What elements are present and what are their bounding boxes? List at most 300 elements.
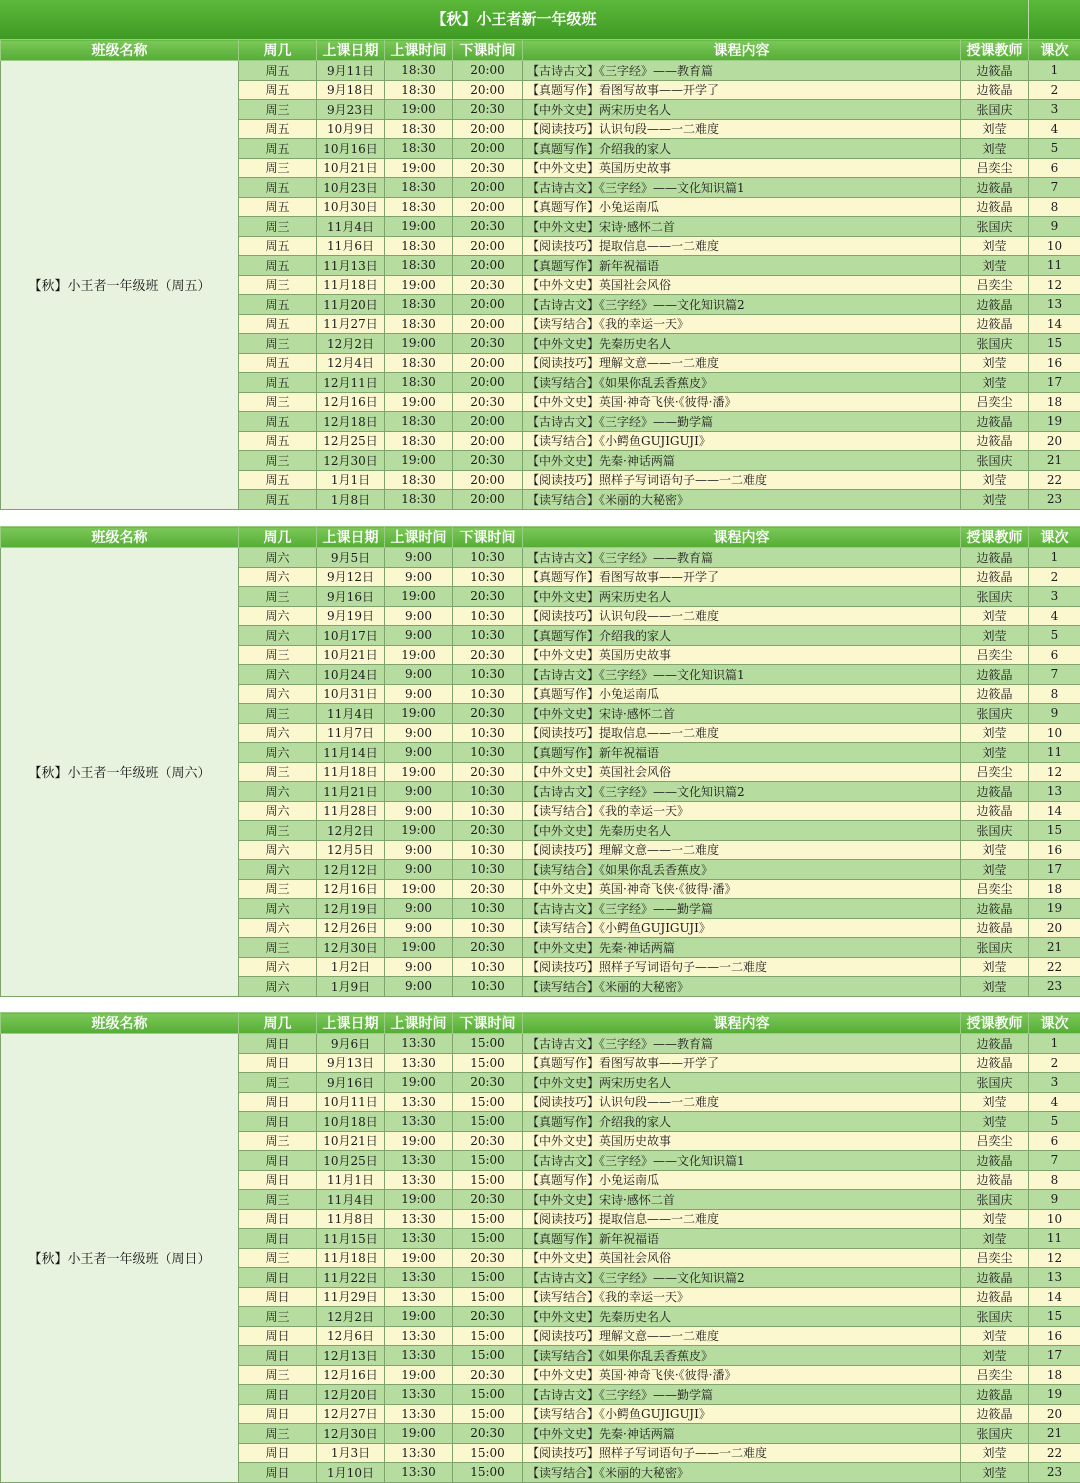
content-cell: 【古诗古文】《三字经》——文化知识篇1: [523, 1151, 961, 1171]
day-cell: 周三: [239, 645, 317, 665]
column-header-content: 课程内容: [523, 527, 961, 548]
day-cell: 周五: [239, 373, 317, 393]
start-time-cell: 18:30: [385, 256, 453, 276]
date-cell: 10月31日: [317, 684, 385, 704]
date-cell: 11月28日: [317, 801, 385, 821]
date-cell: 1月10日: [317, 1463, 385, 1483]
teacher-cell: 边筱晶: [961, 567, 1029, 587]
start-time-cell: 18:30: [385, 236, 453, 256]
teacher-cell: 边筱晶: [961, 1151, 1029, 1171]
start-time-cell: 19:00: [385, 392, 453, 412]
teacher-cell: 边筱晶: [961, 548, 1029, 568]
start-time-cell: 19:00: [385, 1424, 453, 1444]
lesson-number-cell: 5: [1029, 139, 1080, 159]
page-title: 【秋】小王者新一年级班: [0, 0, 1028, 39]
column-header-num: 课次: [1029, 527, 1080, 548]
end-time-cell: 15:00: [453, 1463, 523, 1483]
end-time-cell: 20:00: [453, 412, 523, 432]
date-cell: 12月30日: [317, 451, 385, 471]
date-cell: 10月16日: [317, 139, 385, 159]
start-time-cell: 9:00: [385, 840, 453, 860]
date-cell: 12月27日: [317, 1404, 385, 1424]
lesson-number-cell: 14: [1029, 1287, 1080, 1307]
end-time-cell: 20:00: [453, 256, 523, 276]
lesson-number-cell: 4: [1029, 1092, 1080, 1112]
column-header-date: 上课日期: [317, 40, 385, 61]
teacher-cell: 边筱晶: [961, 684, 1029, 704]
day-cell: 周日: [239, 1112, 317, 1132]
lesson-number-cell: 15: [1029, 1307, 1080, 1327]
date-cell: 11月29日: [317, 1287, 385, 1307]
teacher-cell: 刘莹: [961, 977, 1029, 997]
teacher-cell: 张国庆: [961, 821, 1029, 841]
start-time-cell: 13:30: [385, 1170, 453, 1190]
day-cell: 周六: [239, 840, 317, 860]
date-cell: 9月6日: [317, 1034, 385, 1054]
start-time-cell: 19:00: [385, 762, 453, 782]
date-cell: 10月11日: [317, 1092, 385, 1112]
day-cell: 周六: [239, 723, 317, 743]
content-cell: 【真题写作】新年祝福语: [523, 256, 961, 276]
day-cell: 周三: [239, 334, 317, 354]
content-cell: 【古诗古文】《三字经》——勤学篇: [523, 412, 961, 432]
day-cell: 周三: [239, 1248, 317, 1268]
day-cell: 周日: [239, 1151, 317, 1171]
day-cell: 周六: [239, 684, 317, 704]
day-cell: 周六: [239, 977, 317, 997]
teacher-cell: 边筱晶: [961, 1268, 1029, 1288]
end-time-cell: 20:30: [453, 821, 523, 841]
date-cell: 11月18日: [317, 1248, 385, 1268]
title-corner-cell: [1028, 0, 1080, 39]
lesson-number-cell: 3: [1029, 100, 1080, 120]
content-cell: 【古诗古文】《三字经》——文化知识篇1: [523, 665, 961, 685]
day-cell: 周六: [239, 899, 317, 919]
day-cell: 周三: [239, 392, 317, 412]
content-cell: 【中外文史】两宋历史名人: [523, 587, 961, 607]
start-time-cell: 19:00: [385, 1190, 453, 1210]
date-cell: 10月18日: [317, 1112, 385, 1132]
schedule-table: [0, 1012, 1080, 1483]
lesson-number-cell: 12: [1029, 762, 1080, 782]
end-time-cell: 20:30: [453, 645, 523, 665]
end-time-cell: 20:30: [453, 1131, 523, 1151]
lesson-number-cell: 4: [1029, 606, 1080, 626]
content-cell: 【阅读技巧】认识句段——一二难度: [523, 606, 961, 626]
day-cell: 周三: [239, 762, 317, 782]
end-time-cell: 20:30: [453, 1073, 523, 1093]
day-cell: 周六: [239, 743, 317, 763]
end-time-cell: 10:30: [453, 977, 523, 997]
date-cell: 1月1日: [317, 470, 385, 490]
content-cell: 【读写结合】《米丽的大秘密》: [523, 1463, 961, 1483]
day-cell: 周五: [239, 80, 317, 100]
date-cell: 12月6日: [317, 1326, 385, 1346]
class-name-cell: 【秋】小王者一年级班（周日）: [1, 1034, 239, 1483]
date-cell: 12月20日: [317, 1385, 385, 1405]
teacher-cell: 边筱晶: [961, 80, 1029, 100]
day-cell: 周六: [239, 782, 317, 802]
end-time-cell: 10:30: [453, 801, 523, 821]
content-cell: 【读写结合】《米丽的大秘密》: [523, 490, 961, 510]
date-cell: 11月22日: [317, 1268, 385, 1288]
content-cell: 【阅读技巧】理解文意——一二难度: [523, 353, 961, 373]
date-cell: 12月13日: [317, 1346, 385, 1366]
content-cell: 【读写结合】《我的幸运一天》: [523, 1287, 961, 1307]
date-cell: 12月5日: [317, 840, 385, 860]
date-cell: 12月2日: [317, 821, 385, 841]
day-cell: 周日: [239, 1092, 317, 1112]
content-cell: 【中外文史】英国历史故事: [523, 158, 961, 178]
end-time-cell: 20:30: [453, 762, 523, 782]
teacher-cell: 刘莹: [961, 490, 1029, 510]
start-time-cell: 9:00: [385, 899, 453, 919]
date-cell: 12月19日: [317, 899, 385, 919]
column-header-class: 班级名称: [1, 527, 239, 548]
date-cell: 12月11日: [317, 373, 385, 393]
lesson-number-cell: 23: [1029, 977, 1080, 997]
start-time-cell: 13:30: [385, 1209, 453, 1229]
day-cell: 周五: [239, 61, 317, 81]
day-cell: 周六: [239, 548, 317, 568]
teacher-cell: 吕奕尘: [961, 392, 1029, 412]
column-header-class: 班级名称: [1, 1013, 239, 1034]
teacher-cell: 张国庆: [961, 704, 1029, 724]
lesson-number-cell: 16: [1029, 353, 1080, 373]
day-cell: 周日: [239, 1404, 317, 1424]
day-cell: 周日: [239, 1268, 317, 1288]
lesson-number-cell: 5: [1029, 626, 1080, 646]
start-time-cell: 9:00: [385, 801, 453, 821]
day-cell: 周三: [239, 217, 317, 237]
start-time-cell: 9:00: [385, 977, 453, 997]
content-cell: 【中外文史】英国·神奇飞侠·《彼得·潘》: [523, 879, 961, 899]
start-time-cell: 13:30: [385, 1112, 453, 1132]
end-time-cell: 10:30: [453, 626, 523, 646]
day-cell: 周三: [239, 704, 317, 724]
lesson-number-cell: 8: [1029, 197, 1080, 217]
lesson-number-cell: 2: [1029, 80, 1080, 100]
table-row: [1, 61, 1080, 81]
day-cell: 周三: [239, 275, 317, 295]
day-cell: 周五: [239, 256, 317, 276]
lesson-number-cell: 12: [1029, 1248, 1080, 1268]
date-cell: 12月16日: [317, 1365, 385, 1385]
class-name-cell: 【秋】小王者一年级班（周六）: [1, 548, 239, 997]
end-time-cell: 20:30: [453, 1307, 523, 1327]
column-header-day: 周几: [239, 1013, 317, 1034]
teacher-cell: 刘莹: [961, 606, 1029, 626]
date-cell: 10月21日: [317, 645, 385, 665]
lesson-number-cell: 16: [1029, 1326, 1080, 1346]
day-cell: 周三: [239, 1365, 317, 1385]
content-cell: 【阅读技巧】照样子写词语句子——一二难度: [523, 470, 961, 490]
teacher-cell: 刘莹: [961, 957, 1029, 977]
end-time-cell: 10:30: [453, 840, 523, 860]
lesson-number-cell: 1: [1029, 1034, 1080, 1054]
date-cell: 11月15日: [317, 1229, 385, 1249]
date-cell: 11月6日: [317, 236, 385, 256]
lesson-number-cell: 18: [1029, 1365, 1080, 1385]
lesson-number-cell: 1: [1029, 61, 1080, 81]
start-time-cell: 18:30: [385, 119, 453, 139]
teacher-cell: 边筱晶: [961, 295, 1029, 315]
content-cell: 【真题写作】看图写故事——开学了: [523, 567, 961, 587]
content-cell: 【读写结合】《米丽的大秘密》: [523, 977, 961, 997]
end-time-cell: 10:30: [453, 918, 523, 938]
end-time-cell: 10:30: [453, 548, 523, 568]
end-time-cell: 20:00: [453, 236, 523, 256]
teacher-cell: 刘莹: [961, 1229, 1029, 1249]
day-cell: 周六: [239, 567, 317, 587]
lesson-number-cell: 7: [1029, 1151, 1080, 1171]
day-cell: 周三: [239, 821, 317, 841]
teacher-cell: 边筱晶: [961, 1287, 1029, 1307]
start-time-cell: 13:30: [385, 1463, 453, 1483]
end-time-cell: 20:00: [453, 119, 523, 139]
end-time-cell: 20:00: [453, 373, 523, 393]
end-time-cell: 20:30: [453, 1424, 523, 1444]
content-cell: 【真题写作】小兔运南瓜: [523, 197, 961, 217]
teacher-cell: 刘莹: [961, 860, 1029, 880]
teacher-cell: 边筱晶: [961, 1404, 1029, 1424]
date-cell: 11月18日: [317, 762, 385, 782]
lesson-number-cell: 3: [1029, 587, 1080, 607]
day-cell: 周日: [239, 1385, 317, 1405]
teacher-cell: 吕奕尘: [961, 762, 1029, 782]
day-cell: 周五: [239, 197, 317, 217]
start-time-cell: 19:00: [385, 334, 453, 354]
day-cell: 周日: [239, 1326, 317, 1346]
end-time-cell: 15:00: [453, 1268, 523, 1288]
lesson-number-cell: 2: [1029, 567, 1080, 587]
lesson-number-cell: 13: [1029, 295, 1080, 315]
start-time-cell: 19:00: [385, 100, 453, 120]
lesson-number-cell: 13: [1029, 1268, 1080, 1288]
teacher-cell: 刘莹: [961, 373, 1029, 393]
day-cell: 周六: [239, 665, 317, 685]
teacher-cell: 刘莹: [961, 1092, 1029, 1112]
lesson-number-cell: 19: [1029, 1385, 1080, 1405]
teacher-cell: 张国庆: [961, 938, 1029, 958]
day-cell: 周三: [239, 938, 317, 958]
start-time-cell: 19:00: [385, 275, 453, 295]
date-cell: 10月17日: [317, 626, 385, 646]
start-time-cell: 18:30: [385, 295, 453, 315]
date-cell: 11月13日: [317, 256, 385, 276]
teacher-cell: 边筱晶: [961, 314, 1029, 334]
teacher-cell: 吕奕尘: [961, 158, 1029, 178]
teacher-cell: 张国庆: [961, 217, 1029, 237]
start-time-cell: 19:00: [385, 587, 453, 607]
content-cell: 【阅读技巧】照样子写词语句子——一二难度: [523, 957, 961, 977]
date-cell: 12月30日: [317, 1424, 385, 1444]
content-cell: 【读写结合】《我的幸运一天》: [523, 314, 961, 334]
date-cell: 1月8日: [317, 490, 385, 510]
start-time-cell: 13:30: [385, 1034, 453, 1054]
teacher-cell: 边筱晶: [961, 412, 1029, 432]
content-cell: 【中外文史】英国社会风俗: [523, 1248, 961, 1268]
start-time-cell: 18:30: [385, 80, 453, 100]
date-cell: 12月4日: [317, 353, 385, 373]
content-cell: 【中外文史】宋诗·感怀二首: [523, 1190, 961, 1210]
content-cell: 【读写结合】《如果你乱丢香蕉皮》: [523, 373, 961, 393]
date-cell: 12月18日: [317, 412, 385, 432]
end-time-cell: 20:00: [453, 80, 523, 100]
teacher-cell: 边筱晶: [961, 1385, 1029, 1405]
teacher-cell: 吕奕尘: [961, 1131, 1029, 1151]
column-header-end: 下课时间: [453, 40, 523, 61]
date-cell: 11月18日: [317, 275, 385, 295]
end-time-cell: 10:30: [453, 782, 523, 802]
start-time-cell: 9:00: [385, 918, 453, 938]
date-cell: 9月23日: [317, 100, 385, 120]
start-time-cell: 18:30: [385, 314, 453, 334]
day-cell: 周日: [239, 1463, 317, 1483]
content-cell: 【读写结合】《如果你乱丢香蕉皮》: [523, 1346, 961, 1366]
start-time-cell: 18:30: [385, 470, 453, 490]
lesson-number-cell: 2: [1029, 1053, 1080, 1073]
lesson-number-cell: 9: [1029, 217, 1080, 237]
date-cell: 11月1日: [317, 1170, 385, 1190]
start-time-cell: 9:00: [385, 957, 453, 977]
lesson-number-cell: 20: [1029, 1404, 1080, 1424]
content-cell: 【阅读技巧】提取信息——一二难度: [523, 236, 961, 256]
content-cell: 【中外文史】先秦历史名人: [523, 821, 961, 841]
start-time-cell: 19:00: [385, 1307, 453, 1327]
date-cell: 10月21日: [317, 158, 385, 178]
content-cell: 【中外文史】英国社会风俗: [523, 275, 961, 295]
end-time-cell: 20:00: [453, 470, 523, 490]
start-time-cell: 9:00: [385, 665, 453, 685]
lesson-number-cell: 9: [1029, 704, 1080, 724]
day-cell: 周日: [239, 1229, 317, 1249]
date-cell: 11月4日: [317, 704, 385, 724]
teacher-cell: 刘莹: [961, 353, 1029, 373]
day-cell: 周三: [239, 451, 317, 471]
start-time-cell: 19:00: [385, 158, 453, 178]
start-time-cell: 19:00: [385, 938, 453, 958]
teacher-cell: 张国庆: [961, 1073, 1029, 1093]
lesson-number-cell: 6: [1029, 158, 1080, 178]
lesson-number-cell: 14: [1029, 314, 1080, 334]
end-time-cell: 15:00: [453, 1170, 523, 1190]
date-cell: 9月16日: [317, 1073, 385, 1093]
date-cell: 9月16日: [317, 587, 385, 607]
teacher-cell: 张国庆: [961, 334, 1029, 354]
start-time-cell: 13:30: [385, 1346, 453, 1366]
start-time-cell: 19:00: [385, 217, 453, 237]
day-cell: 周日: [239, 1346, 317, 1366]
lesson-number-cell: 22: [1029, 1443, 1080, 1463]
column-header-teacher: 授课教师: [961, 40, 1029, 61]
day-cell: 周五: [239, 470, 317, 490]
end-time-cell: 10:30: [453, 860, 523, 880]
start-time-cell: 9:00: [385, 782, 453, 802]
end-time-cell: 10:30: [453, 567, 523, 587]
teacher-cell: 刘莹: [961, 470, 1029, 490]
start-time-cell: 13:30: [385, 1151, 453, 1171]
column-header-start: 上课时间: [385, 40, 453, 61]
end-time-cell: 20:30: [453, 704, 523, 724]
end-time-cell: 10:30: [453, 899, 523, 919]
date-cell: 11月14日: [317, 743, 385, 763]
lesson-number-cell: 11: [1029, 1229, 1080, 1249]
content-cell: 【读写结合】《小鳄鱼GUJIGUJI》: [523, 431, 961, 451]
teacher-cell: 边筱晶: [961, 197, 1029, 217]
end-time-cell: 15:00: [453, 1287, 523, 1307]
teacher-cell: 边筱晶: [961, 801, 1029, 821]
end-time-cell: 20:30: [453, 1190, 523, 1210]
lesson-number-cell: 10: [1029, 1209, 1080, 1229]
teacher-cell: 刘莹: [961, 743, 1029, 763]
content-cell: 【古诗古文】《三字经》——文化知识篇1: [523, 178, 961, 198]
lesson-number-cell: 4: [1029, 119, 1080, 139]
end-time-cell: 10:30: [453, 606, 523, 626]
table-row: [1, 548, 1080, 568]
day-cell: 周日: [239, 1287, 317, 1307]
teacher-cell: 刘莹: [961, 1209, 1029, 1229]
date-cell: 12月12日: [317, 860, 385, 880]
day-cell: 周日: [239, 1209, 317, 1229]
day-cell: 周三: [239, 100, 317, 120]
lesson-number-cell: 15: [1029, 821, 1080, 841]
date-cell: 10月21日: [317, 1131, 385, 1151]
content-cell: 【古诗古文】《三字经》——文化知识篇2: [523, 1268, 961, 1288]
lesson-number-cell: 22: [1029, 957, 1080, 977]
start-time-cell: 19:00: [385, 1131, 453, 1151]
column-header-start: 上课时间: [385, 1013, 453, 1034]
content-cell: 【中外文史】两宋历史名人: [523, 100, 961, 120]
end-time-cell: 10:30: [453, 665, 523, 685]
lesson-number-cell: 10: [1029, 236, 1080, 256]
end-time-cell: 15:00: [453, 1053, 523, 1073]
date-cell: 12月2日: [317, 334, 385, 354]
teacher-cell: 刘莹: [961, 236, 1029, 256]
date-cell: 9月11日: [317, 61, 385, 81]
start-time-cell: 13:30: [385, 1287, 453, 1307]
date-cell: 11月21日: [317, 782, 385, 802]
lesson-number-cell: 23: [1029, 1463, 1080, 1483]
date-cell: 10月9日: [317, 119, 385, 139]
date-cell: 10月30日: [317, 197, 385, 217]
content-cell: 【古诗古文】《三字经》——教育篇: [523, 548, 961, 568]
teacher-cell: 刘莹: [961, 256, 1029, 276]
content-cell: 【中外文史】先秦历史名人: [523, 334, 961, 354]
teacher-cell: 刘莹: [961, 626, 1029, 646]
content-cell: 【阅读技巧】提取信息——一二难度: [523, 723, 961, 743]
end-time-cell: 20:30: [453, 879, 523, 899]
teacher-cell: 刘莹: [961, 1443, 1029, 1463]
column-header-num: 课次: [1029, 1013, 1080, 1034]
teacher-cell: 边筱晶: [961, 1053, 1029, 1073]
day-cell: 周六: [239, 606, 317, 626]
content-cell: 【中外文史】宋诗·感怀二首: [523, 704, 961, 724]
start-time-cell: 19:00: [385, 451, 453, 471]
date-cell: 11月27日: [317, 314, 385, 334]
date-cell: 11月4日: [317, 1190, 385, 1210]
column-header-end: 下课时间: [453, 1013, 523, 1034]
teacher-cell: 刘莹: [961, 1112, 1029, 1132]
content-cell: 【真题写作】看图写故事——开学了: [523, 80, 961, 100]
start-time-cell: 18:30: [385, 61, 453, 81]
content-cell: 【中外文史】英国历史故事: [523, 1131, 961, 1151]
content-cell: 【阅读技巧】提取信息——一二难度: [523, 1209, 961, 1229]
end-time-cell: 10:30: [453, 723, 523, 743]
content-cell: 【真题写作】介绍我的家人: [523, 626, 961, 646]
end-time-cell: 20:00: [453, 353, 523, 373]
content-cell: 【中外文史】英国·神奇飞侠·《彼得·潘》: [523, 392, 961, 412]
